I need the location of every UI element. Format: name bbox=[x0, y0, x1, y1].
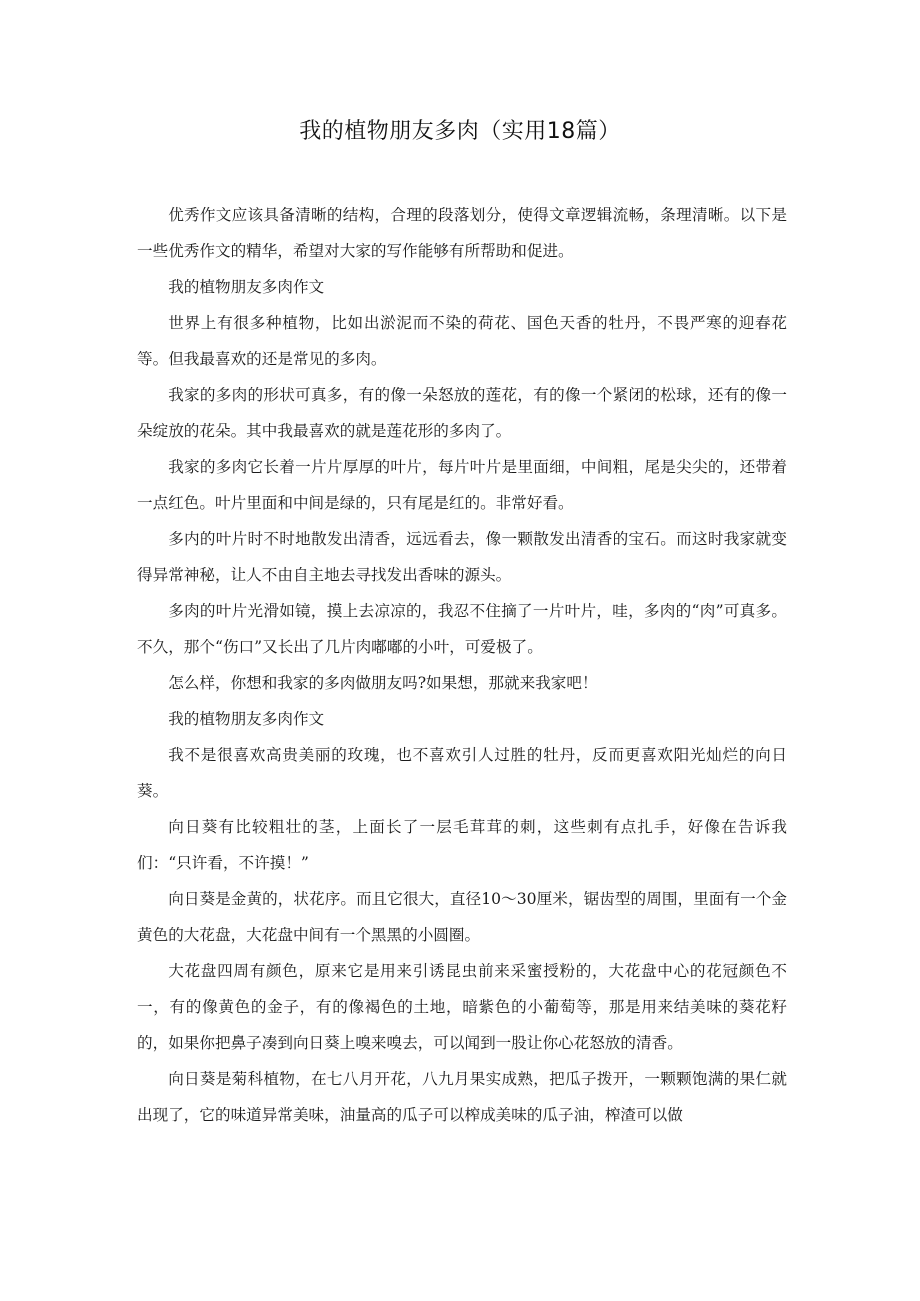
body-paragraph: 多内的叶片时不时地散发出清香，远远看去，像一颗散发出清香的宝石。而这时我家就变得异常神秘，让人不由自主地去寻找发出香味的源头。 bbox=[137, 530, 787, 584]
body-paragraph: 大花盘四周有颜色，原来它是用来引诱昆虫前来采蜜授粉的，大花盘中心的花冠颜色不一，有的像黄色的金子，有的像褐色的土地，暗紫色的小葡萄等，那是用来结美味的葵花籽的，如果你把鼻子凑到向日葵上嗅来嗅去，可以闻到一股让你心花怒放的清香。 bbox=[137, 962, 787, 1052]
document-title: 我的植物朋友多肉（实用18篇） bbox=[299, 119, 621, 144]
body-paragraph: 怎么样，你想和我家的多肉做朋友吗?如果想，那就来我家吧！ bbox=[168, 674, 598, 692]
intro-paragraph: 优秀作文应该具备清晰的结构，合理的段落划分，使得文章逻辑流畅，条理清晰。以下是一些优秀作文的精华，希望对大家的写作能够有所帮助和促进。 bbox=[137, 206, 787, 260]
section-heading: 我的植物朋友多肉作文 bbox=[168, 710, 325, 728]
body-paragraph: 我家的多肉它长着一片片厚厚的叶片，每片叶片是里面细，中间粗，尾是尖尖的，还带着一点红色。叶片里面和中间是绿的，只有尾是红的。非常好看。 bbox=[137, 458, 787, 512]
document-body bbox=[137, 197, 787, 1133]
body-paragraph: 向日葵是金黄的，状花序。而且它很大，直径10〜30厘米，锯齿型的周围，里面有一个金黄色的大花盘，大花盘中间有一个黑黑的小圆圈。 bbox=[137, 890, 787, 944]
body-paragraph: 多肉的叶片光滑如镜，摸上去凉凉的，我忍不住摘了一片叶片，哇，多肉的“肉”可真多。不久，那个“伤口”又长出了几片肉嘟嘟的小叶，可爱极了。 bbox=[137, 602, 787, 656]
body-paragraph: 向日葵是菊科植物，在七八月开花，八九月果实成熟，把瓜子拨开，一颗颗饱满的果仁就出现了，它的味道异常美味，油量高的瓜子可以榨成美味的瓜子油，榨渣可以做 bbox=[137, 1070, 787, 1124]
body-paragraph: 世界上有很多种植物，比如出淤泥而不染的荷花、国色天香的牡丹，不畏严寒的迎春花等。但我最喜欢的还是常见的多肉。 bbox=[137, 314, 787, 368]
section-heading: 我的植物朋友多肉作文 bbox=[168, 278, 325, 296]
body-paragraph: 向日葵有比较粗壮的茎，上面长了一层毛茸茸的刺，这些刺有点扎手，好像在告诉我们：“只许看，不许摸！” bbox=[137, 818, 787, 872]
body-paragraph: 我家的多肉的形状可真多，有的像一朵怒放的莲花，有的像一个紧闭的松球，还有的像一朵绽放的花朵。其中我最喜欢的就是莲花形的多肉了。 bbox=[137, 386, 787, 440]
body-paragraph: 我不是很喜欢高贵美丽的玫瑰，也不喜欢引人过胜的牡丹，反而更喜欢阳光灿烂的向日葵。 bbox=[137, 746, 787, 800]
